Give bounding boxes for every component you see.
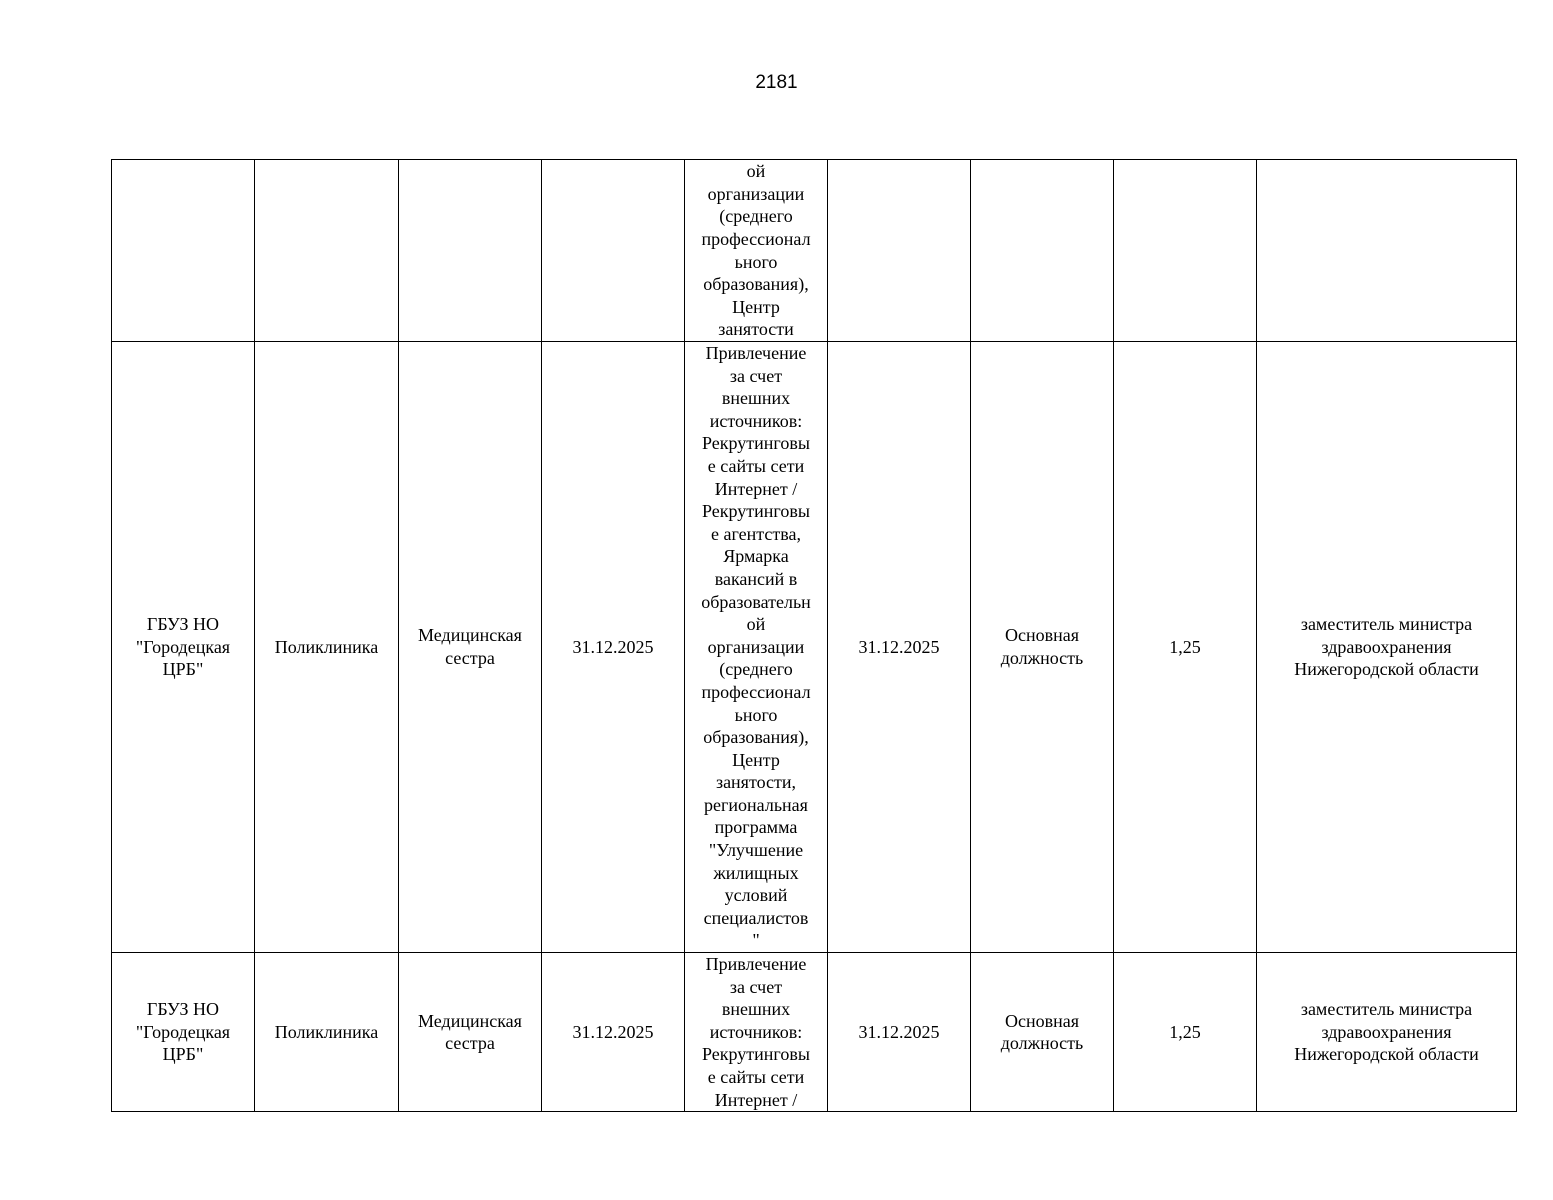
cell-rate	[1114, 160, 1257, 342]
cell-position	[399, 160, 542, 342]
cell-recruitment-method: Привлечение за счет внешних источников: Рекрутинговы е сайты сети Интернет / Рекрутинговы е агентства, Ярмарка вакансий в образовательн ой организации (среднего профессионал ьного образования), Центр занятости, региональная программа "Улучшение жилищных условий специалистов "	[685, 342, 828, 953]
cell-position: Медицинская сестра	[399, 953, 542, 1112]
cell-organization	[112, 160, 255, 342]
cell-date-start: 31.12.2025	[542, 342, 685, 953]
table-row	[112, 953, 1517, 1112]
cell-rate: 1,25	[1114, 342, 1257, 953]
vacancy-table	[111, 159, 1517, 1112]
cell-date-end	[828, 160, 971, 342]
cell-responsible	[1257, 160, 1517, 342]
cell-responsible: заместитель министра здравоохранения Нижегородской области	[1257, 342, 1517, 953]
cell-responsible: заместитель министра здравоохранения Нижегородской области	[1257, 953, 1517, 1112]
cell-recruitment-method: Привлечение за счет внешних источников: Рекрутинговы е сайты сети Интернет /	[685, 953, 828, 1112]
cell-division: Поликлиника	[255, 342, 399, 953]
cell-employment-type: Основная должность	[971, 953, 1114, 1112]
cell-date-end: 31.12.2025	[828, 953, 971, 1112]
cell-recruitment-method: ой организации (среднего профессионал ьного образования), Центр занятости	[685, 160, 828, 342]
cell-position: Медицинская сестра	[399, 342, 542, 953]
cell-division	[255, 160, 399, 342]
page-number: 2181	[755, 72, 798, 93]
cell-division: Поликлиника	[255, 953, 399, 1112]
cell-date-start: 31.12.2025	[542, 953, 685, 1112]
cell-organization: ГБУЗ НО "Городецкая ЦРБ"	[112, 953, 255, 1112]
cell-organization: ГБУЗ НО "Городецкая ЦРБ"	[112, 342, 255, 953]
table-row	[112, 160, 1517, 342]
cell-rate: 1,25	[1114, 953, 1257, 1112]
cell-date-end: 31.12.2025	[828, 342, 971, 953]
cell-employment-type	[971, 160, 1114, 342]
cell-date-start	[542, 160, 685, 342]
table-row	[112, 342, 1517, 953]
cell-employment-type: Основная должность	[971, 342, 1114, 953]
